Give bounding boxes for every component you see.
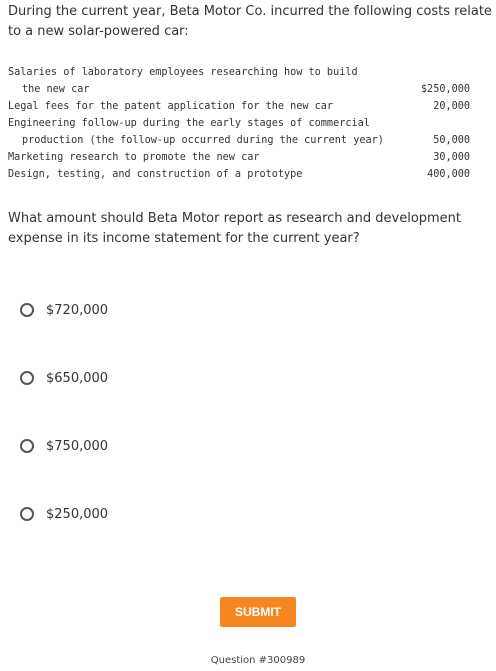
question-line-2: expense in its income statement for the current year? [8,231,360,246]
radio-button-icon[interactable] [20,371,34,385]
answer-label: $750,000 [46,438,109,454]
cost-amount: 20,000 [433,101,470,112]
cost-row [8,98,472,115]
cost-amount: 50,000 [433,135,470,146]
radio-button-icon[interactable] [20,507,34,521]
question-line-1: What amount should Beta Motor report as research and development [8,211,462,226]
question-text [8,209,488,249]
answer-option-d[interactable] [20,504,108,524]
intro-line-1: During the current year, Beta Motor Co. incurred the following costs relate [8,4,492,19]
question-number: Question #300989 [210,655,306,666]
intro-line-2: to a new solar-powered car: [8,24,189,39]
radio-button-icon[interactable] [20,303,34,317]
cost-label: Engineering follow-up during the early stages of commercial [8,118,370,129]
cost-label: Design, testing, and construction of a prototype [8,169,303,180]
cost-label: Legal fees for the patent application for the new car [8,101,334,112]
cost-row [8,115,472,132]
answer-option-a[interactable] [20,300,108,320]
cost-label: Marketing research to promote the new car [8,152,260,163]
cost-label: Salaries of laboratory employees researching how to build [8,67,358,78]
submit-button[interactable]: SUBMIT [220,597,296,627]
radio-button-icon[interactable] [20,439,34,453]
question-intro [8,2,496,42]
cost-table [8,64,472,183]
cost-row [8,149,472,166]
answer-label: $650,000 [46,370,109,386]
cost-amount: 400,000 [427,169,470,180]
answer-label: $720,000 [46,302,109,318]
cost-amount: 30,000 [433,152,470,163]
cost-row [8,166,472,183]
cost-amount: $250,000 [420,84,470,95]
cost-row [8,132,472,149]
answer-option-b[interactable] [20,368,108,388]
cost-row [8,64,472,81]
cost-row [8,81,472,98]
answer-option-c[interactable] [20,436,108,456]
answer-label: $250,000 [46,506,109,522]
cost-label: production (the follow-up occurred during the current year) [22,135,384,146]
cost-label: the new car [22,84,90,95]
